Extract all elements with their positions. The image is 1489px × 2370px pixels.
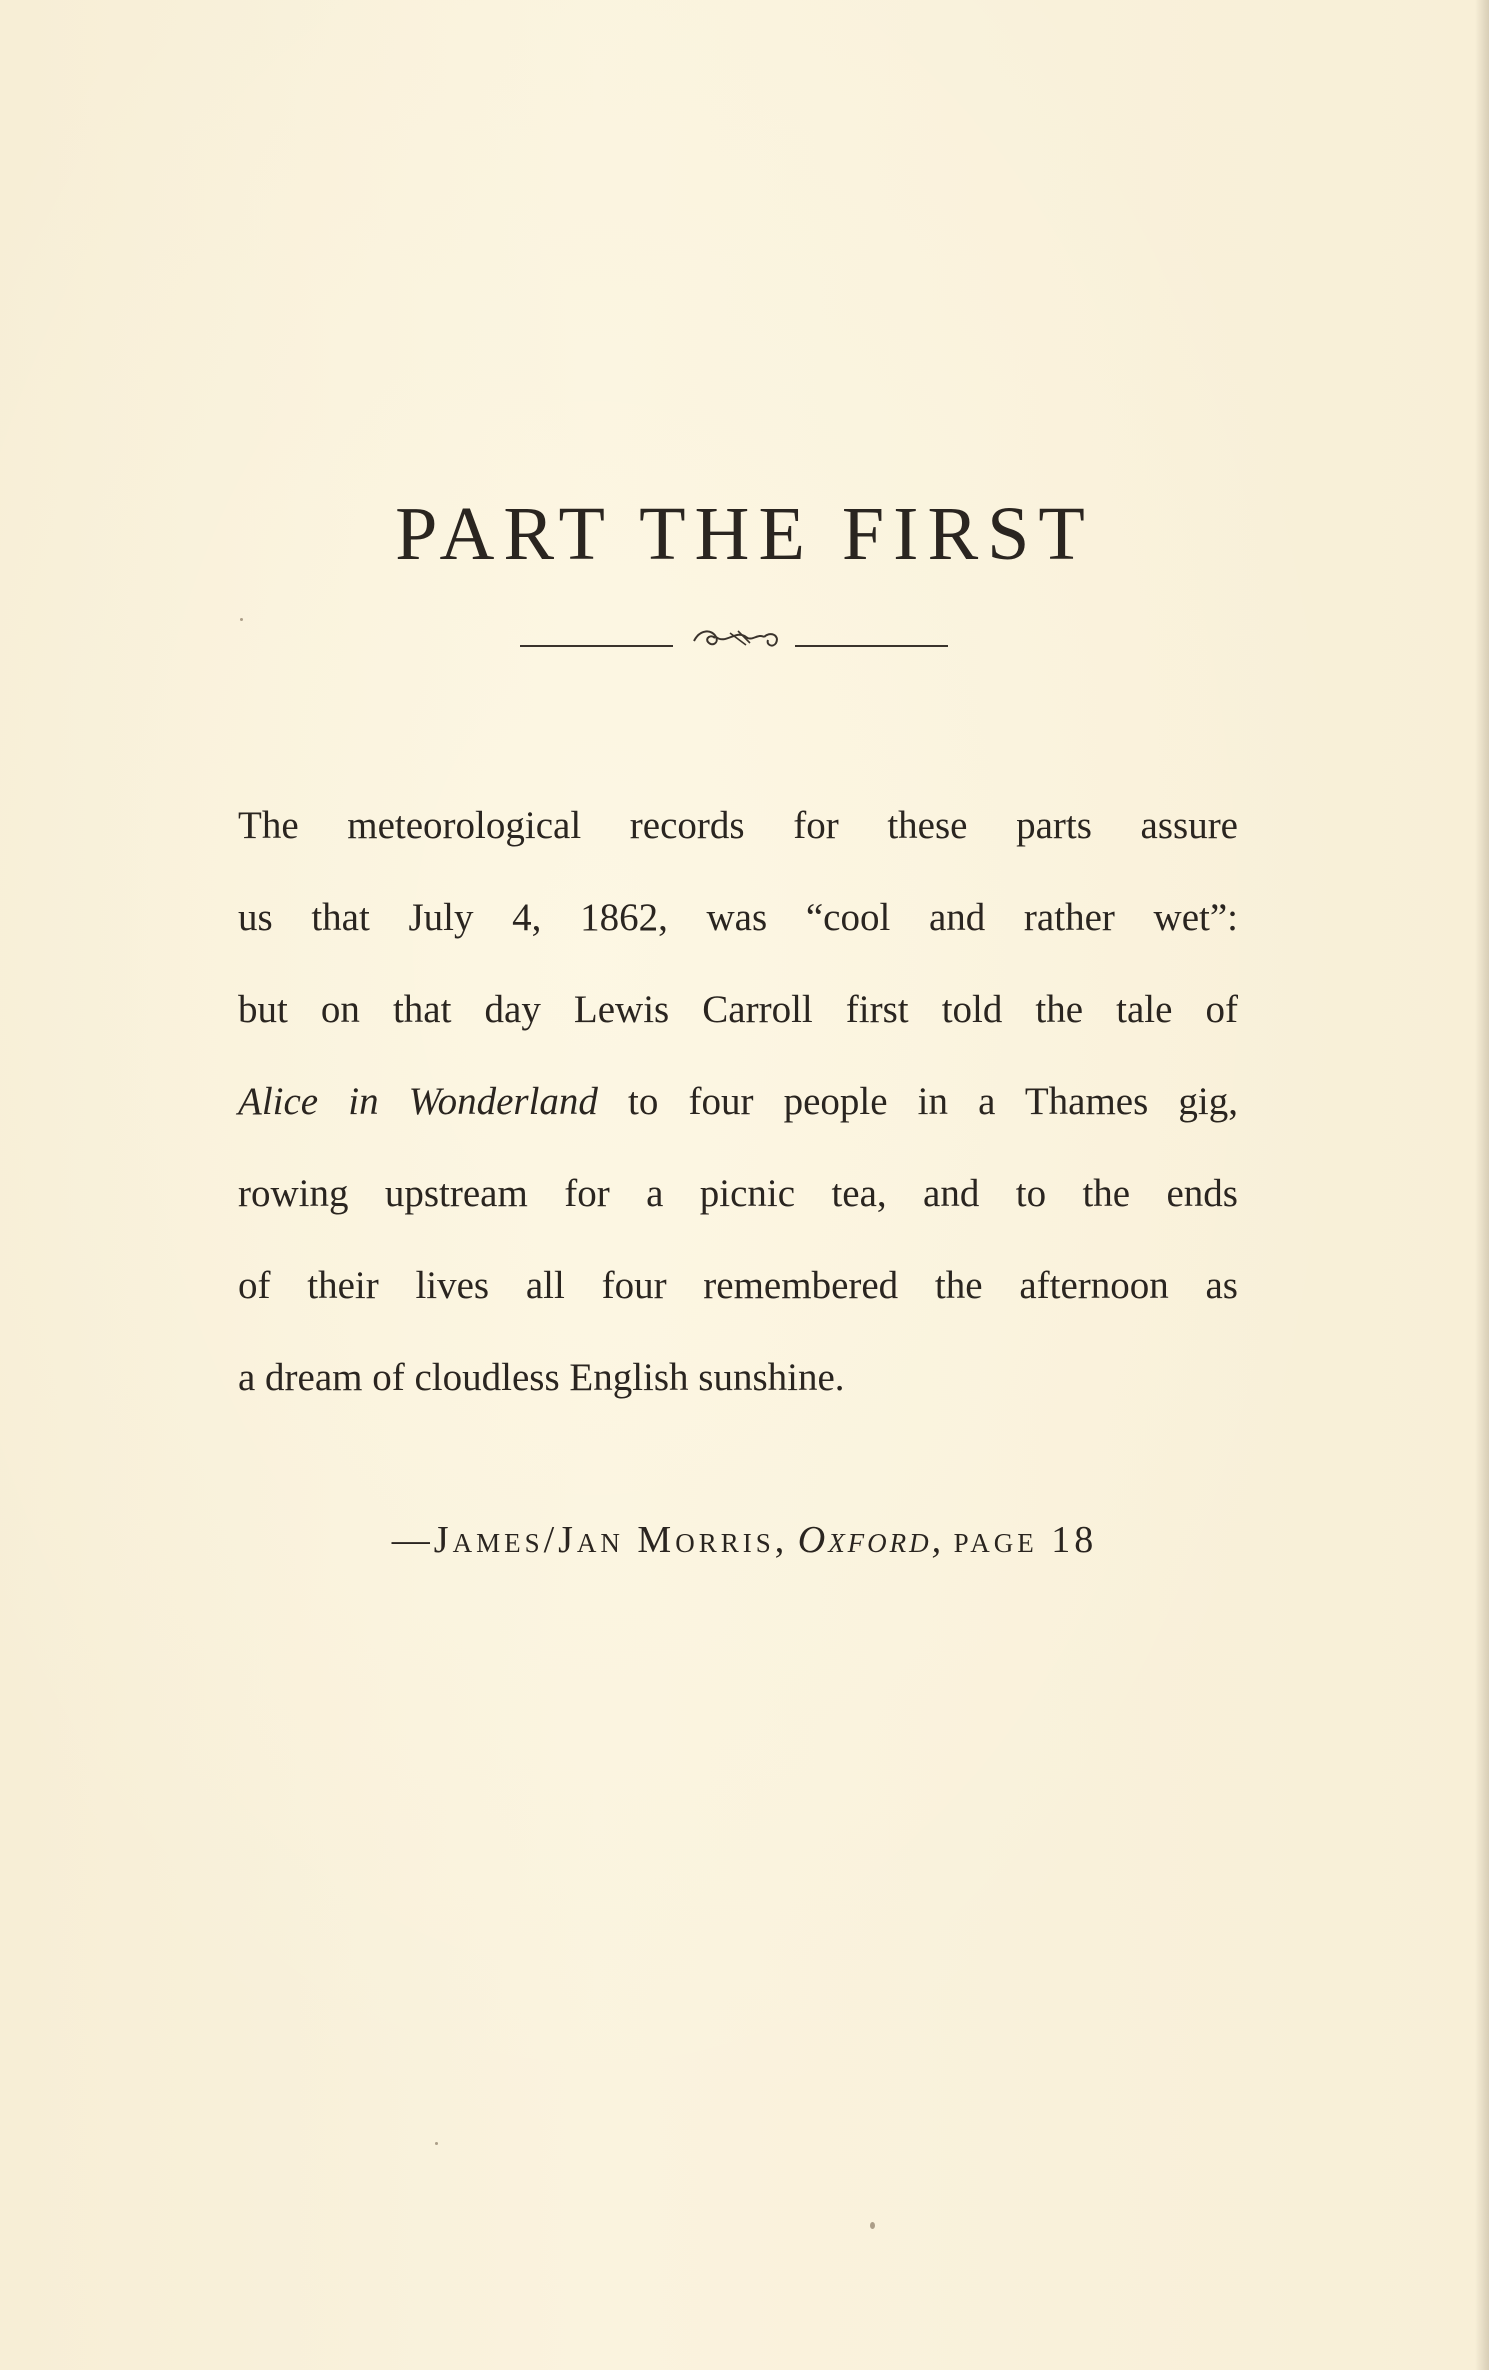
epigraph-passage	[238, 795, 1238, 1439]
epigraph-line-3: but on that day Lewis Carroll first told the tale of	[238, 988, 1238, 1031]
paper-speck	[435, 2142, 438, 2145]
epigraph-line-6: of their lives all four remembered the afternoon as	[238, 1264, 1238, 1307]
page-edge-shadow	[1475, 0, 1489, 2370]
epigraph-attribution	[0, 1510, 1489, 1570]
ornament-rule-left	[520, 645, 673, 647]
ornament-rule-right	[795, 645, 948, 647]
part-heading: PART THE FIRST	[395, 492, 1094, 576]
attribution-page: page 18	[953, 1519, 1098, 1561]
heading-ornament	[0, 613, 1489, 653]
epigraph-line-4	[238, 1071, 1238, 1163]
flourish-ornament-icon	[690, 623, 782, 653]
attribution-work: Oxford,	[797, 1519, 945, 1561]
epigraph-line-5: rowing upstream for a picnic tea, and to the ends	[238, 1172, 1238, 1215]
epigraph-line-4-rest: to four people in a Thames gig,	[597, 1080, 1238, 1123]
epigraph-line-1: The meteorological records for these parts assure	[238, 804, 1238, 847]
paper-speck	[240, 618, 243, 621]
attribution-author: —James/Jan Morris,	[391, 1519, 789, 1561]
paper-speck	[870, 2222, 875, 2229]
epigraph-line-2: us that July 4, 1862, was “cool and rather wet”:	[238, 896, 1238, 939]
book-title-italic: Alice in Wonderland	[238, 1080, 598, 1123]
epigraph-line-7: a dream of cloudless English sunshine.	[238, 1356, 845, 1399]
